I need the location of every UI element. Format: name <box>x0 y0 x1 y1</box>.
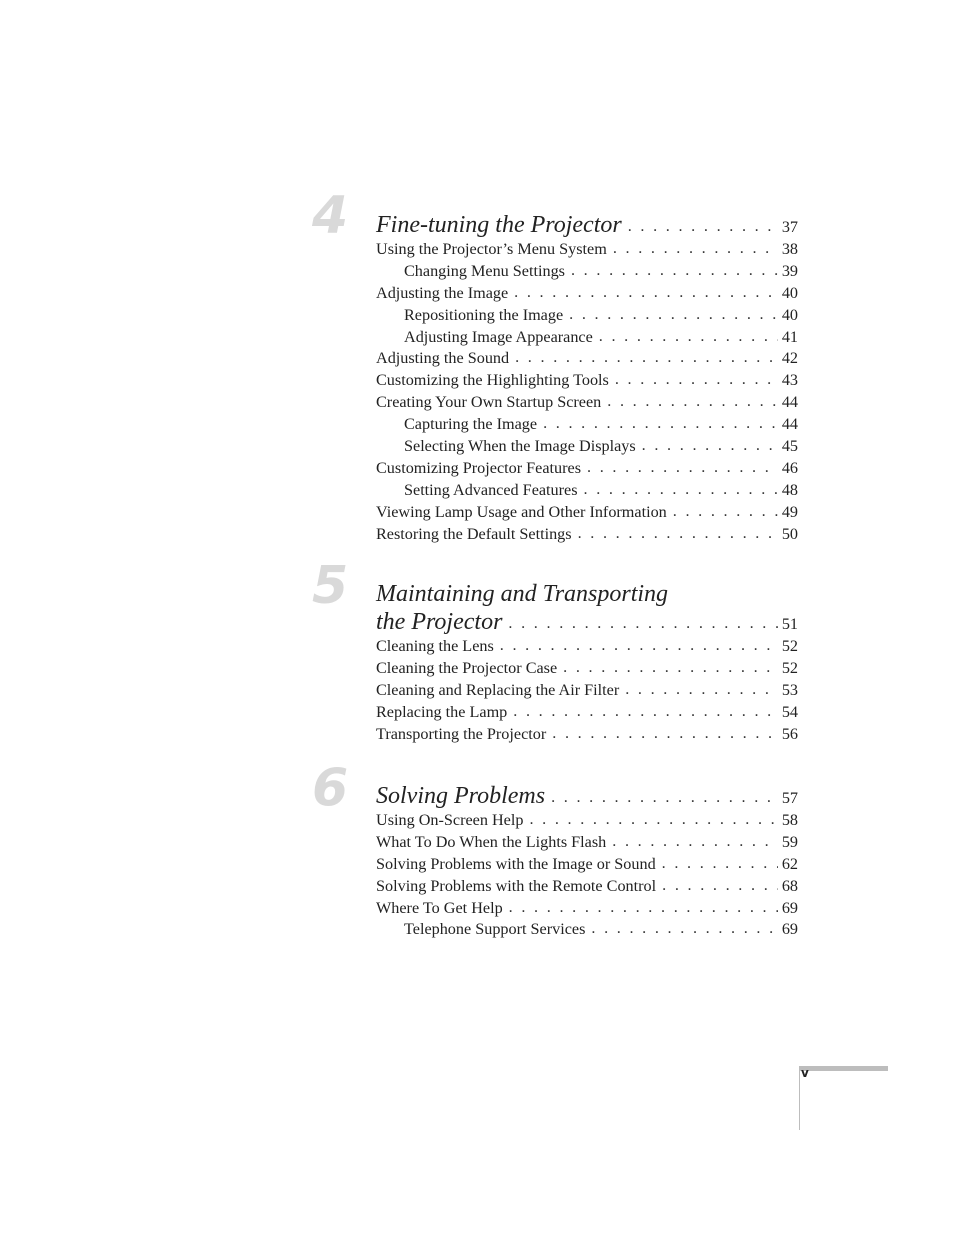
toc-entry[interactable] <box>376 920 798 942</box>
toc-entry[interactable] <box>376 284 798 306</box>
page-ref: 45 <box>781 437 798 456</box>
toc-entry[interactable] <box>376 811 798 833</box>
dot-leader <box>563 659 778 675</box>
page-ref: 62 <box>781 854 798 873</box>
page-ref: 59 <box>781 832 798 851</box>
toc-entry[interactable] <box>376 833 798 855</box>
dot-leader <box>543 415 778 431</box>
page-ref: 56 <box>781 724 798 743</box>
toc-entry[interactable] <box>376 328 798 350</box>
entry-label: Restoring the Default Settings <box>376 524 572 543</box>
toc-entry[interactable] <box>376 262 798 284</box>
toc-entry[interactable] <box>376 855 798 877</box>
entry-label: Solving Problems with the Remote Control <box>376 876 657 895</box>
dot-leader <box>625 681 778 697</box>
page-ref: 53 <box>781 680 798 699</box>
entry-label: Replacing the Lamp <box>376 702 508 721</box>
toc-entry[interactable] <box>376 393 798 415</box>
page-ref: 38 <box>781 240 798 258</box>
entry-label: Viewing Lamp Usage and Other Information <box>376 502 667 521</box>
page-ref: 52 <box>781 658 798 677</box>
dot-leader <box>591 920 777 936</box>
page-number-bar <box>799 1066 888 1071</box>
entry-label: Cleaning and Replacing the Air Filter <box>376 680 620 699</box>
chapter-entries <box>376 212 798 546</box>
toc-entry[interactable] <box>376 240 798 262</box>
toc-entry[interactable] <box>376 349 798 371</box>
dot-leader <box>578 525 778 541</box>
dot-leader <box>628 218 778 234</box>
page-number-rule <box>799 1066 800 1130</box>
dot-leader <box>569 306 778 322</box>
toc-entry[interactable] <box>376 703 798 725</box>
page-ref: 44 <box>781 393 798 412</box>
dot-leader <box>571 262 778 278</box>
page-ref: 44 <box>781 415 798 434</box>
chapter-number: 5 <box>312 556 349 616</box>
chapter-title-line-2: the Projector <box>376 609 503 635</box>
dot-leader <box>513 703 778 719</box>
entry-label: Using the Projector’s Menu System <box>376 240 607 258</box>
page-ref: 51 <box>781 615 798 633</box>
chapter-entries <box>376 581 798 746</box>
entry-label: Adjusting Image Appearance <box>404 327 593 346</box>
entry-label: Telephone Support Services <box>404 920 586 939</box>
chapter-title-row[interactable] <box>376 212 798 240</box>
entry-label: What To Do When the Lights Flash <box>376 832 607 851</box>
entry-label: Customizing the Highlighting Tools <box>376 371 609 390</box>
dot-leader <box>599 328 778 344</box>
entry-label: Creating Your Own Startup Screen <box>376 393 602 412</box>
page-ref: 39 <box>781 261 798 280</box>
dot-leader <box>615 371 778 387</box>
entry-label: Cleaning the Lens <box>376 637 494 655</box>
toc-entry[interactable] <box>376 503 798 525</box>
page-ref: 46 <box>781 458 798 477</box>
page-ref: 50 <box>781 524 798 543</box>
dot-leader <box>500 637 778 653</box>
dot-leader <box>662 877 778 893</box>
entry-label: Customizing Projector Features <box>376 458 582 477</box>
chapter-title: Fine-tuning the Projector <box>376 212 622 238</box>
dot-leader <box>514 284 778 300</box>
dot-leader <box>642 437 778 453</box>
dot-leader <box>508 615 777 631</box>
entry-label: Setting Advanced Features <box>404 480 578 499</box>
toc-entry[interactable] <box>376 306 798 328</box>
dot-leader <box>529 811 777 827</box>
page-ref: 69 <box>781 898 798 917</box>
dot-leader <box>673 503 778 519</box>
dot-leader <box>587 459 778 475</box>
page-ref: 41 <box>781 327 798 346</box>
toc-entry[interactable] <box>376 725 798 747</box>
chapter-entries <box>376 783 798 942</box>
toc-entry[interactable] <box>376 877 798 899</box>
toc-entry[interactable] <box>376 415 798 437</box>
page-ref: 48 <box>781 480 798 499</box>
toc-entry[interactable] <box>376 371 798 393</box>
toc-entry[interactable] <box>376 899 798 921</box>
chapter-title-row[interactable] <box>376 783 798 811</box>
page-ref: 69 <box>781 920 798 939</box>
entry-label: Where To Get Help <box>376 898 503 917</box>
entry-label: Capturing the Image <box>404 415 538 434</box>
page-ref: 40 <box>781 305 798 324</box>
page-ref: 57 <box>781 789 798 807</box>
page-ref: 37 <box>781 218 798 236</box>
page-ref: 49 <box>781 502 798 521</box>
toc-entry[interactable] <box>376 659 798 681</box>
entry-label: Adjusting the Image <box>376 283 509 302</box>
page-ref: 40 <box>781 283 798 302</box>
chapter-number: 6 <box>312 758 349 818</box>
dot-leader <box>552 725 778 741</box>
dot-leader <box>612 833 778 849</box>
entry-label: Selecting When the Image Displays <box>404 437 636 456</box>
entry-label: Solving Problems with the Image or Sound <box>376 854 656 873</box>
page-number: v <box>801 1066 809 1080</box>
toc-entry[interactable] <box>376 637 798 659</box>
chapter-number: 4 <box>312 186 349 246</box>
dot-leader <box>613 240 778 256</box>
dot-leader <box>584 481 778 497</box>
entry-label: Adjusting the Sound <box>376 349 510 368</box>
toc-entry[interactable] <box>376 437 798 459</box>
toc-entry[interactable] <box>376 481 798 503</box>
page-ref: 52 <box>781 637 798 655</box>
chapter-title-row[interactable] <box>376 609 798 637</box>
page-ref: 58 <box>781 811 798 829</box>
dot-leader <box>607 393 778 409</box>
chapter-title[interactable]: Maintaining and Transporting <box>376 581 669 607</box>
dot-leader <box>509 899 778 915</box>
toc-entry[interactable] <box>376 681 798 703</box>
dot-leader <box>551 789 778 805</box>
chapter-title: Solving Problems <box>376 783 546 809</box>
page-ref: 43 <box>781 371 798 390</box>
dot-leader <box>515 349 778 365</box>
page-ref: 54 <box>781 702 798 721</box>
dot-leader <box>662 855 778 871</box>
entry-label: Transporting the Projector <box>376 724 547 743</box>
entry-label: Cleaning the Projector Case <box>376 658 558 677</box>
entry-label: Using On-Screen Help <box>376 811 524 829</box>
toc-entry[interactable] <box>376 525 798 547</box>
entry-label: Repositioning the Image <box>404 305 564 324</box>
toc-entry[interactable] <box>376 459 798 481</box>
page-ref: 42 <box>781 349 798 368</box>
page-ref: 68 <box>781 876 798 895</box>
entry-label: Changing Menu Settings <box>404 261 565 280</box>
